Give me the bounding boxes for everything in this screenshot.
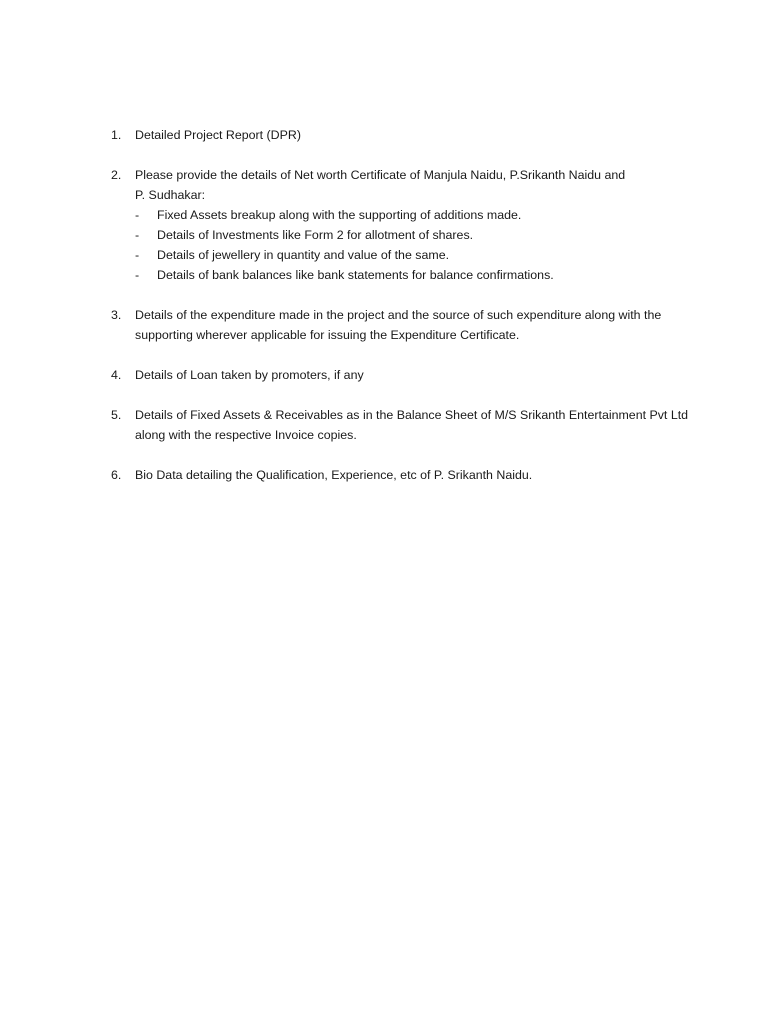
list-item <box>111 125 711 145</box>
item-text: Details of Loan taken by promoters, if any <box>135 368 364 382</box>
item-text-continuation: supporting wherever applicable for issuing the Expenditure Certificate. <box>135 328 520 342</box>
sub-item-text: Fixed Assets breakup along with the supporting of additions made. <box>157 208 522 222</box>
sub-list-item <box>135 225 711 245</box>
item-text: Details of Fixed Assets & Receivables as in the Balance Sheet of M/S Srikanth Entertainment Pvt Ltd <box>135 408 689 422</box>
dash-marker: - <box>135 228 140 242</box>
dash-marker: - <box>135 208 140 222</box>
item-number: 1. <box>111 128 122 142</box>
list-item <box>111 405 711 445</box>
item-text: Detailed Project Report (DPR) <box>135 128 301 142</box>
item-text: Details of the expenditure made in the project and the source of such expenditure along with the <box>135 308 662 322</box>
item-number: 5. <box>111 408 122 422</box>
item-text-continuation: along with the respective Invoice copies. <box>135 428 357 442</box>
item-body <box>135 125 711 145</box>
item-body <box>135 365 711 385</box>
list-item <box>111 305 711 345</box>
sub-list-item <box>135 205 711 225</box>
item-text: Please provide the details of Net worth Certificate of Manjula Naidu, P.Srikanth Naidu and <box>135 168 626 182</box>
sub-list <box>135 205 711 285</box>
list-item <box>111 165 711 285</box>
item-body <box>135 465 711 485</box>
item-number: 2. <box>111 168 122 182</box>
item-number: 4. <box>111 368 122 382</box>
sub-item-text: Details of Investments like Form 2 for allotment of shares. <box>157 228 474 242</box>
requirements-list <box>111 125 711 505</box>
sub-item-text: Details of bank balances like bank statements for balance confirmations. <box>157 268 554 282</box>
item-body <box>135 165 711 285</box>
dash-marker: - <box>135 268 140 282</box>
sub-list-item <box>135 265 711 285</box>
item-text-continuation: P. Sudhakar: <box>135 188 206 202</box>
sub-list-item <box>135 245 711 265</box>
dash-marker: - <box>135 248 140 262</box>
item-body <box>135 305 711 345</box>
list-item <box>111 365 711 385</box>
sub-item-text: Details of jewellery in quantity and value of the same. <box>157 248 450 262</box>
item-number: 3. <box>111 308 122 322</box>
item-body <box>135 405 711 445</box>
item-number: 6. <box>111 468 122 482</box>
list-item <box>111 465 711 485</box>
item-text: Bio Data detailing the Qualification, Experience, etc of P. Srikanth Naidu. <box>135 468 533 482</box>
